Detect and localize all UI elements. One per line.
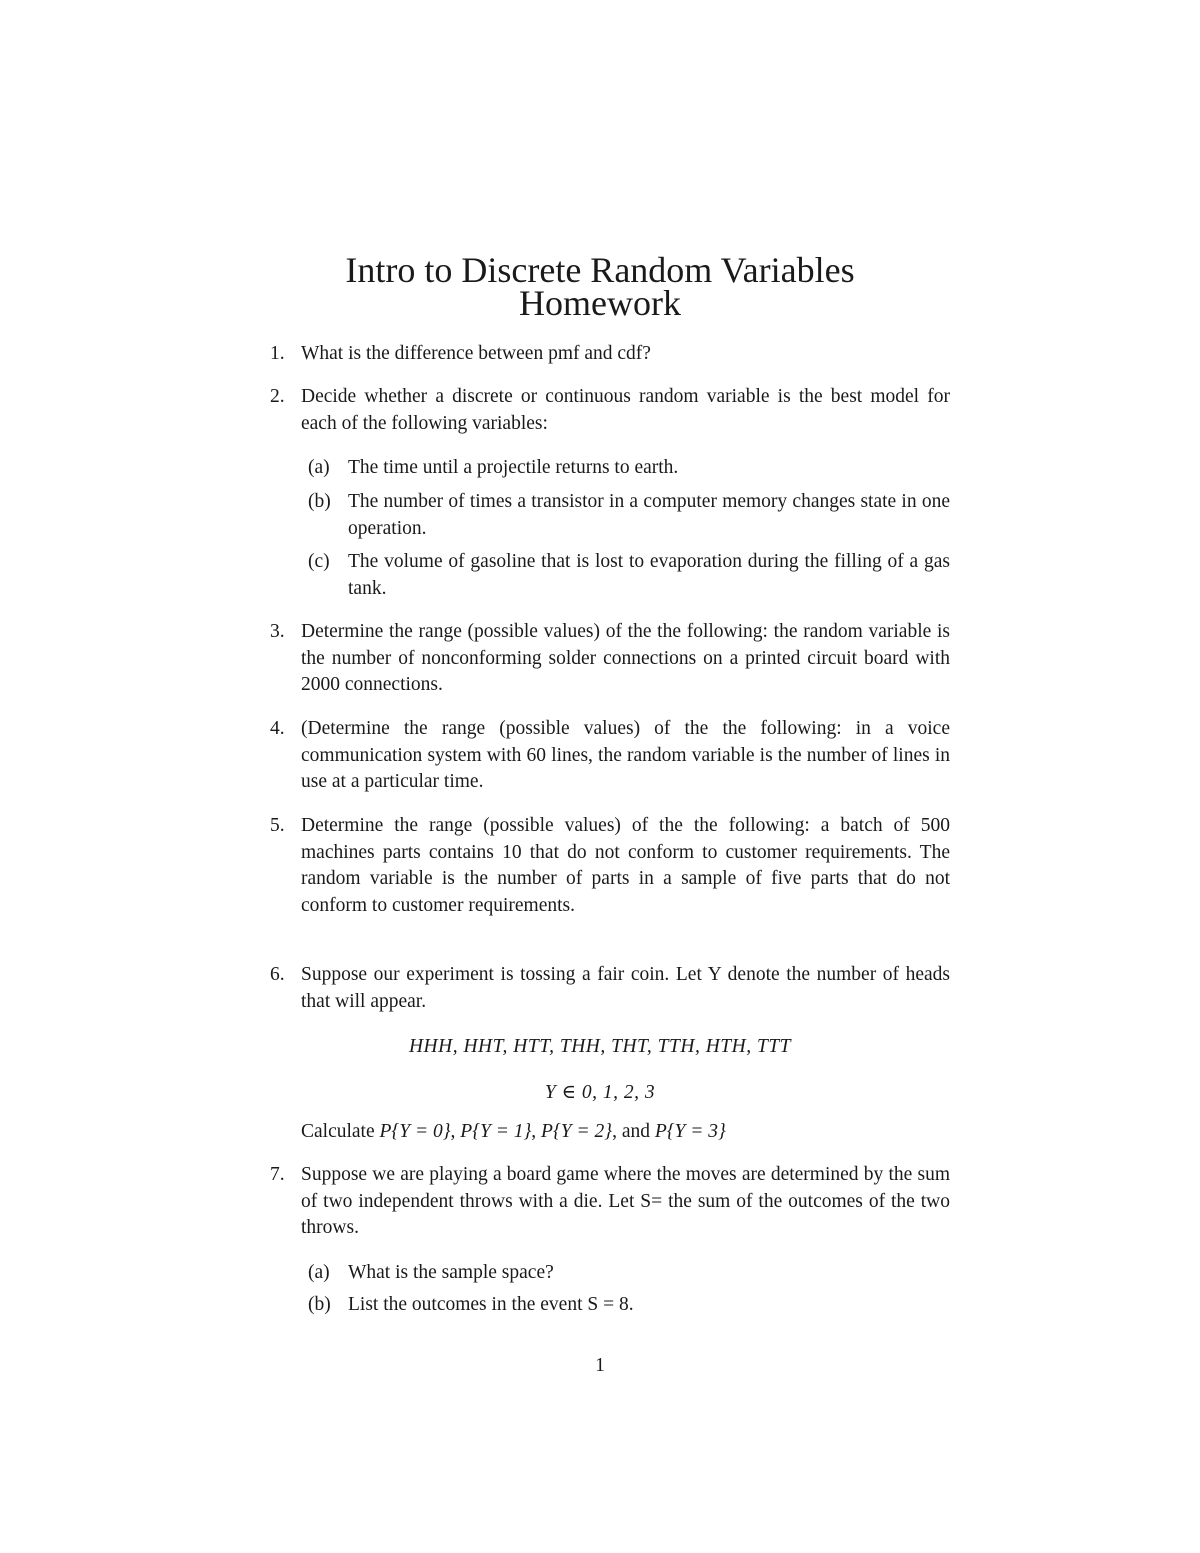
part-label: (b) (308, 1294, 331, 1315)
document-title-line-1: Intro to Discrete Random Variables (345, 250, 855, 290)
question-6 (270, 962, 950, 1015)
document-title-line-2: Homework (519, 283, 681, 323)
question-text: (Determine the range (possible values) of the the following: in a voice communication system with 60 lines, the random variable is the number of lines in use at a particular time. (301, 718, 950, 792)
question-3 (270, 619, 950, 699)
question-number: 5. (270, 815, 285, 836)
and-word: and (621, 1121, 650, 1142)
part-text: The time until a projectile returns to earth. (348, 457, 679, 478)
question-text: Determine the range (possible values) of the the following: the random variable is the number of nonconforming solder connections on a printed circuit board with 2000 connections. (301, 621, 950, 695)
question-7-part-a (308, 1260, 950, 1287)
question-number: 1. (270, 343, 285, 364)
question-2-part-b (308, 489, 950, 542)
question-text: What is the difference between pmf and cdf? (301, 343, 651, 364)
probability-y3: P{Y = 3} (654, 1121, 726, 1142)
question-7-part-b (308, 1292, 950, 1319)
outcomes-equation: HHH, HHT, HTT, THH, THT, TTH, HTH, TTT (408, 1036, 792, 1057)
calculate-label: Calculate (301, 1121, 375, 1142)
question-4 (270, 716, 950, 796)
page-number: 1 (595, 1355, 605, 1376)
probability-y2: P{Y = 2} (541, 1121, 613, 1142)
part-label: (c) (308, 551, 330, 572)
part-label: (b) (308, 491, 331, 512)
part-label: (a) (308, 1262, 330, 1283)
probability-y1: P{Y = 1} (460, 1121, 532, 1142)
question-text: Suppose we are playing a board game where the moves are determined by the sum of two independent throws with a die. Let S= the sum of the outcomes of the two throws. (301, 1164, 950, 1238)
question-number: 4. (270, 718, 285, 739)
question-number: 3. (270, 621, 285, 642)
question-2-part-a (308, 455, 950, 482)
range-equation: Y ∈ 0, 1, 2, 3 (544, 1082, 656, 1103)
question-2 (270, 384, 950, 437)
question-number: 2. (270, 386, 285, 407)
question-text: Decide whether a discrete or continuous random variable is the best model for each of the following variables: (301, 386, 950, 434)
question-text: Suppose our experiment is tossing a fair coin. Let Y denote the number of heads that will appear. (301, 964, 950, 1012)
question-7 (270, 1162, 950, 1242)
probability-y0: P{Y = 0} (379, 1121, 451, 1142)
part-label: (a) (308, 457, 330, 478)
question-2-part-c (308, 549, 950, 602)
part-text: What is the sample space? (348, 1262, 554, 1283)
question-text: Determine the range (possible values) of the the following: a batch of 500 machines parts contains 10 that do not conform to customer requirements. The random variable is the number of parts in a sample of five parts that do not conform to customer requirements. (301, 815, 950, 916)
question-number: 6. (270, 964, 285, 985)
calculate-line: Calculate P{Y = 0}, P{Y = 1}, P{Y = 2}, and P{Y = 3} (301, 1121, 726, 1142)
question-number: 7. (270, 1164, 285, 1185)
part-text: List the outcomes in the event S = 8. (348, 1294, 634, 1315)
part-text: The number of times a transistor in a computer memory changes state in one operation. (348, 491, 950, 539)
part-text: The volume of gasoline that is lost to evaporation during the filling of a gas tank. (348, 551, 950, 599)
question-1 (270, 341, 950, 368)
question-5 (270, 813, 950, 919)
